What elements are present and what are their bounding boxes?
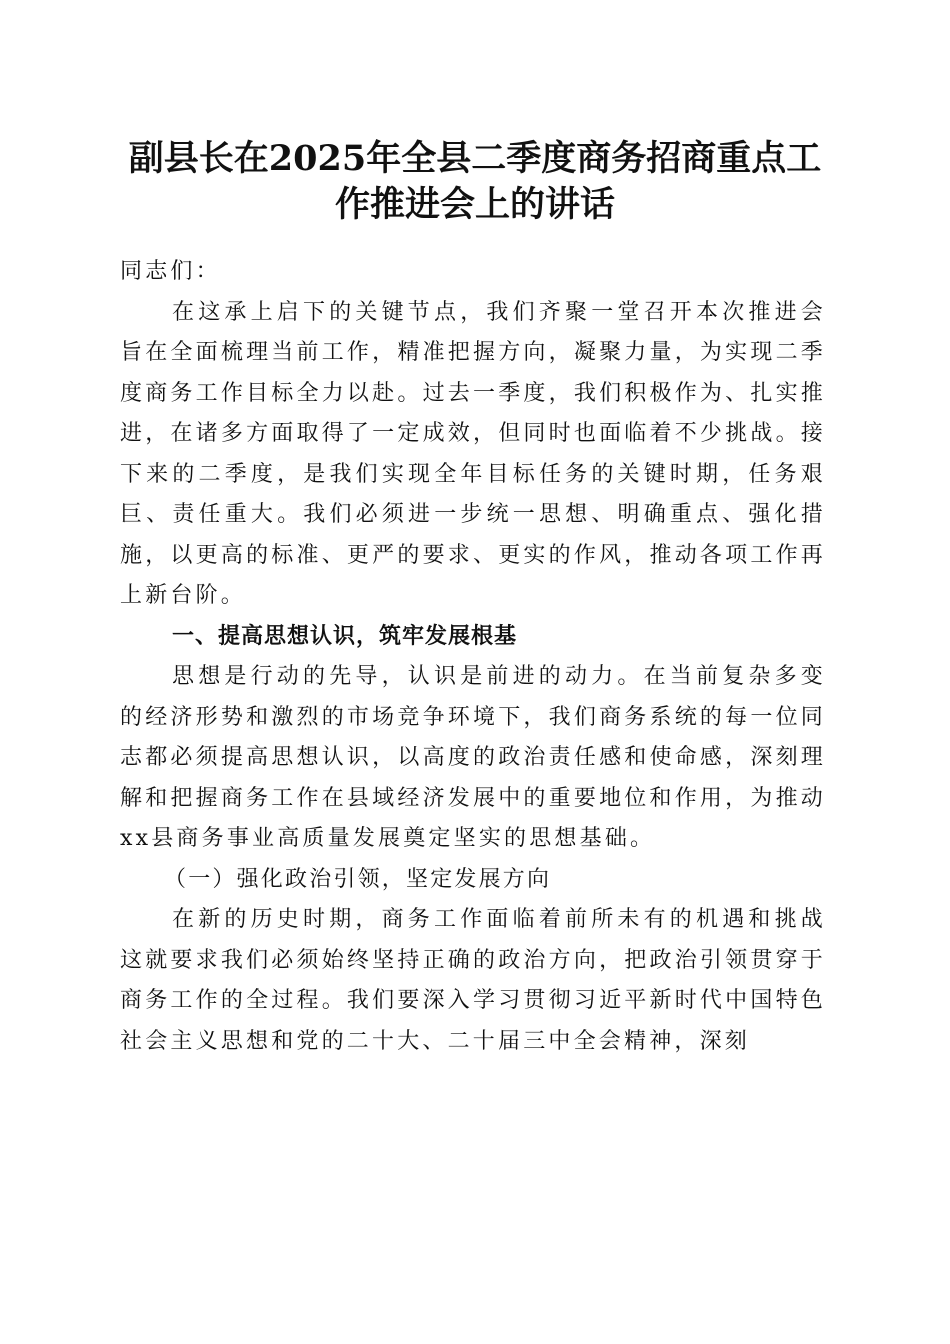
title-line-1: 副县长在2025年全县二季度商务招商重点工 bbox=[128, 138, 822, 179]
document-title bbox=[120, 136, 830, 228]
paragraph-subsection-1: 在新的历史时期，商务工作面临着前所未有的机遇和挑战这就要求我们必须始终坚持正确的政治方向，把政治引领贯穿于商务工作的全过程。我们要深入学习贯彻习近平新时代中国特色社会主义思想和党的二十大、二十届三中全会精神，深刻 bbox=[120, 907, 826, 1054]
document-body bbox=[120, 252, 826, 1062]
paragraph-intro: 在这承上启下的关键节点，我们齐聚一堂召开本次推进会旨在全面梳理当前工作，精准把握方向，凝聚力量，为实现二季度商务工作目标全力以赴。过去一季度，我们积极作为、扎实推进，在诸多方面取得了一定成效，但同时也面临着不少挑战。接下来的二季度，是我们实现全年目标任务的关键时期，任务艰巨、责任重大。我们必须进一步统一思想、明确重点、强化措施，以更高的标准、更严的要求、更实的作风，推动各项工作再上新台阶。 bbox=[120, 299, 826, 608]
subsection-heading-1: （一）强化政治引领，坚定发展方向 bbox=[164, 866, 552, 892]
paragraph-section-1: 思想是行动的先导，认识是前进的动力。在当前复杂多变的经济形势和激烈的市场竞争环境下，我们商务系统的每一位同志都必须提高思想认识，以高度的政治责任感和使命感，深刻理解和把握商务工作在县域经济发展中的重要地位和作用，为推动xx县商务事业高质量发展奠定坚实的思想基础。 bbox=[120, 664, 826, 851]
title-line-2: 作推进会上的讲话 bbox=[334, 184, 615, 225]
section-heading-1: 一、提高思想认识，筑牢发展根基 bbox=[172, 623, 518, 649]
salutation: 同志们： bbox=[120, 259, 221, 284]
